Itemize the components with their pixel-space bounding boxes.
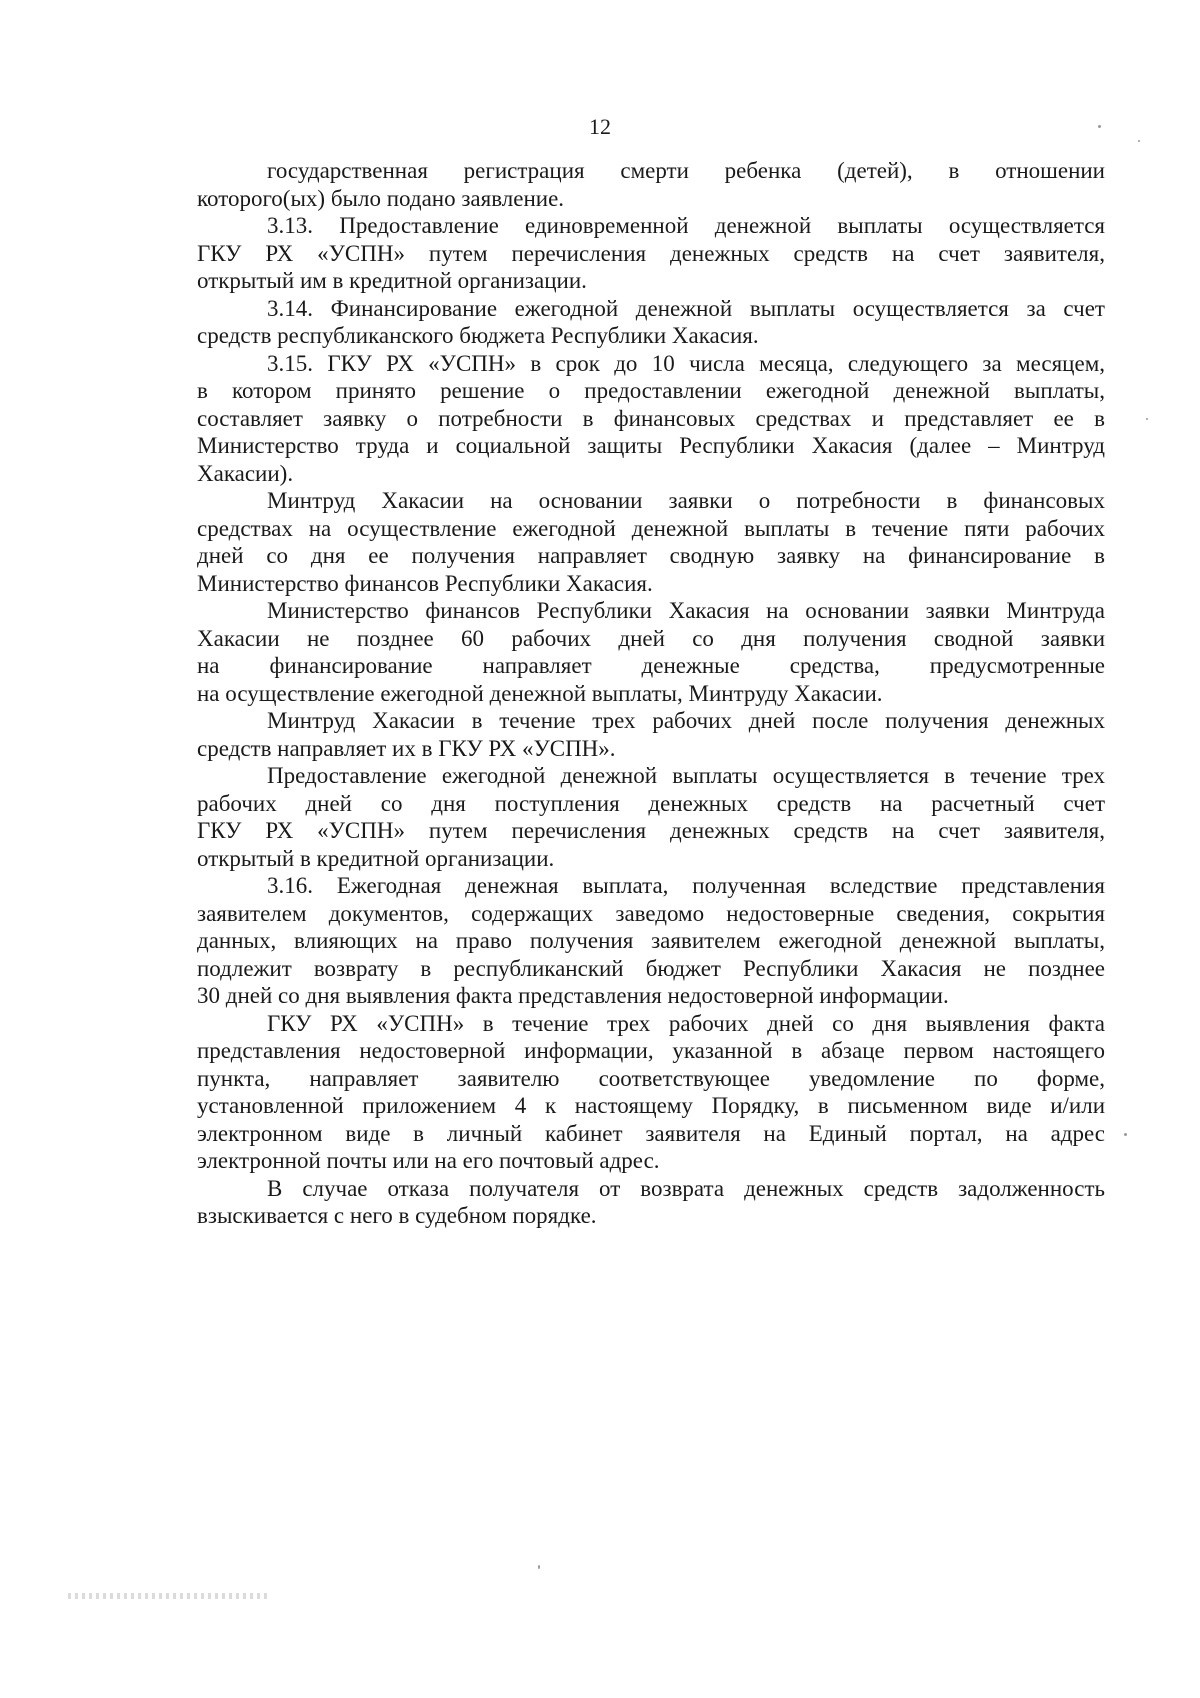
text-line: 30 дней со дня выявления факта представления недостоверной информации.	[197, 983, 949, 1008]
text-line: Хакасии).	[197, 460, 294, 486]
text-line: пункта, направляет заявителю соответствующее уведомление по форме,	[197, 1065, 1105, 1091]
text-line: Министерство финансов Республики Хакасия.	[197, 570, 653, 596]
text-line: 3.13. Предоставление единовременной денежной выплаты осуществляется	[267, 213, 1105, 238]
paragraph	[197, 487, 1105, 597]
text-line: средств направляет их в ГКУ РХ «УСПН».	[197, 735, 616, 761]
paragraph	[197, 295, 1105, 350]
text-line: 3.15. ГКУ РХ «УСПН» в срок до 10 числа месяца, следующего за месяцем,	[267, 350, 1105, 376]
scan-speck	[538, 1565, 540, 1569]
text-line: средств республиканского бюджета Республики Хакасия.	[197, 323, 759, 348]
paragraph	[197, 707, 1105, 762]
text-line: Минтруд Хакасии на основании заявки о потребности в финансовых	[267, 488, 1105, 513]
scan-speck	[1146, 418, 1148, 420]
text-line: Министерство финансов Республики Хакасия на основании заявки Минтруда	[267, 598, 1105, 623]
paragraph	[197, 872, 1105, 1010]
text-line: 3.16. Ежегодная денежная выплата, полученная вследствие представления	[267, 873, 1105, 898]
text-line: государственная регистрация смерти ребенка (детей), в отношении	[267, 158, 1105, 183]
text-line: ГКУ РХ «УСПН» в течение трех рабочих дней со дня выявления факта	[267, 1010, 1105, 1036]
paragraph	[197, 597, 1105, 707]
text-line: Предоставление ежегодной денежной выплаты осуществляется в течение трех	[267, 763, 1105, 788]
text-line: электронном виде в личный кабинет заявителя на Единый портал, на адрес	[197, 1120, 1105, 1146]
text-line: рабочих дней со дня поступления денежных средств на расчетный счет	[197, 790, 1105, 816]
text-line: взыскивается с него в судебном порядке.	[197, 1203, 597, 1228]
text-line: составляет заявку о потребности в финансовых средствах и представляет ее в	[197, 405, 1105, 431]
text-line: установленной приложением 4 к настоящему Порядку, в письменном виде и/или	[197, 1093, 1105, 1118]
scan-noise	[68, 1593, 268, 1599]
text-line: ГКУ РХ «УСПН» путем перечисления денежных средств на счет заявителя,	[197, 818, 1105, 843]
text-line: Министерство труда и социальной защиты Республики Хакасия (далее – Минтруд	[197, 433, 1105, 458]
text-line: которого(ых) было подано заявление.	[197, 185, 565, 211]
text-line: В случае отказа получателя от возврата денежных средств задолженность	[267, 1175, 1105, 1201]
text-line: электронной почты или на его почтовый адрес.	[197, 1148, 660, 1173]
document-body	[197, 157, 1105, 1230]
text-line: дней со дня ее получения направляет сводную заявку на финансирование в	[197, 543, 1105, 568]
text-line: 3.14. Финансирование ежегодной денежной выплаты осуществляется за счет	[267, 295, 1105, 321]
scan-speck	[1124, 1133, 1127, 1136]
text-line: в котором принято решение о предоставлении ежегодной денежной выплаты,	[197, 378, 1105, 403]
text-line: представления недостоверной информации, указанной в абзаце первом настоящего	[197, 1038, 1105, 1063]
paragraph	[197, 350, 1105, 488]
text-line: подлежит возврату в республиканский бюджет Республики Хакасия не позднее	[197, 955, 1105, 981]
text-line: заявителем документов, содержащих заведомо недостоверные сведения, сокрытия	[197, 900, 1105, 926]
paragraph	[197, 762, 1105, 872]
text-line: на финансирование направляет денежные средства, предусмотренные	[197, 653, 1105, 678]
scan-speck	[1098, 125, 1101, 128]
text-line: Хакасии не позднее 60 рабочих дней со дня получения сводной заявки	[197, 625, 1105, 651]
text-line: открытый в кредитной организации.	[197, 845, 555, 871]
page-number: 12	[589, 114, 611, 139]
text-line: Минтруд Хакасии в течение трех рабочих дней после получения денежных	[267, 708, 1105, 733]
paragraph	[197, 157, 1105, 212]
text-line: ГКУ РХ «УСПН» путем перечисления денежных средств на счет заявителя,	[197, 240, 1105, 266]
scan-speck	[1138, 140, 1140, 142]
text-line: открытый им в кредитной организации.	[197, 268, 587, 293]
text-line: данных, влияющих на право получения заявителем ежегодной денежной выплаты,	[197, 928, 1105, 953]
paragraph	[197, 212, 1105, 295]
paragraph	[197, 1175, 1105, 1230]
text-line: средствах на осуществление ежегодной денежной выплаты в течение пяти рабочих	[197, 515, 1105, 541]
paragraph	[197, 1010, 1105, 1175]
text-line: на осуществление ежегодной денежной выплаты, Минтруду Хакасии.	[197, 680, 883, 706]
